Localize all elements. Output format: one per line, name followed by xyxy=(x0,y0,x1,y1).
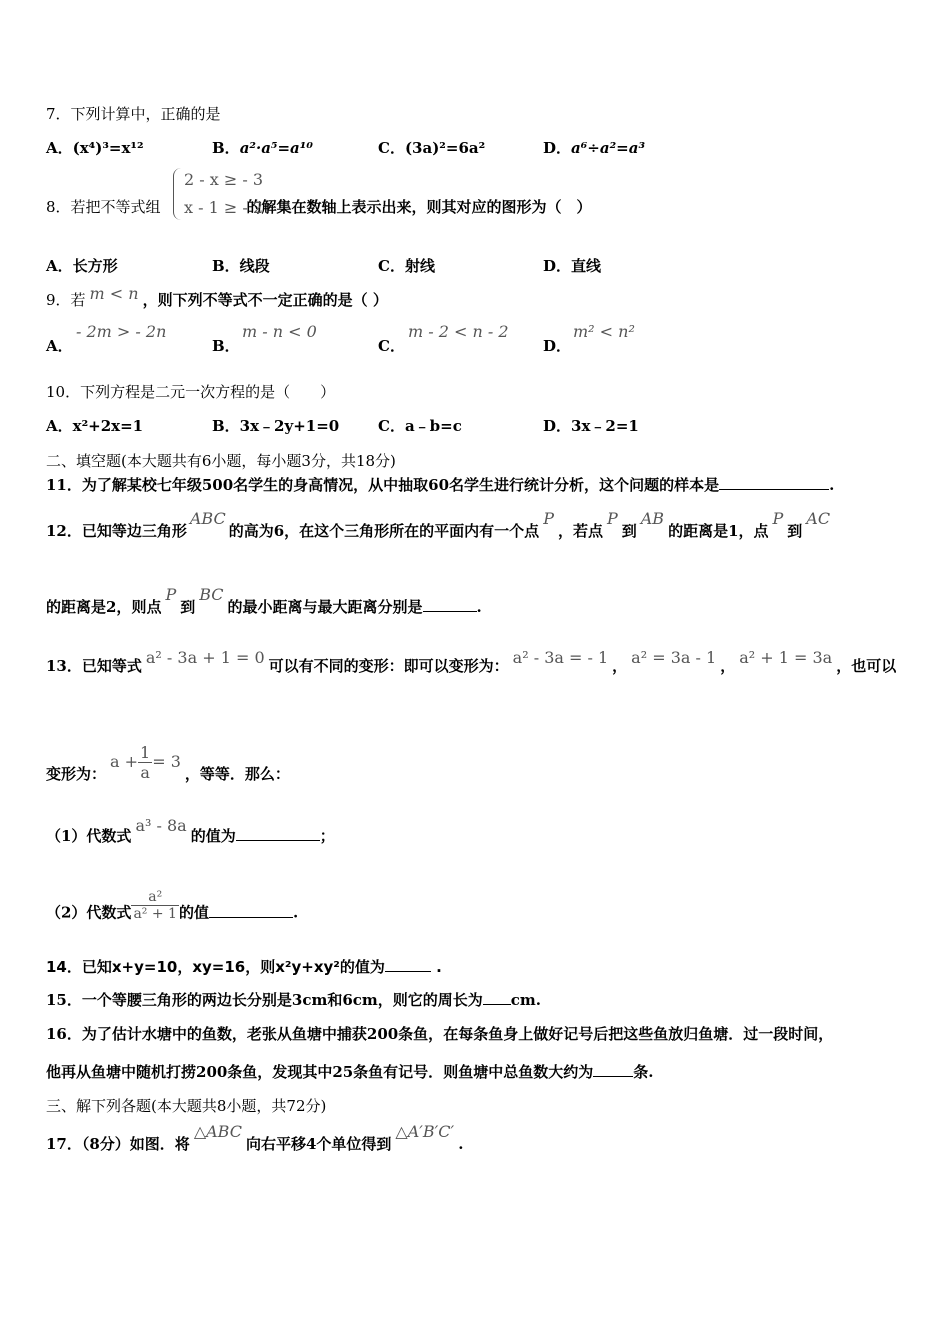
q11-answer-blank[interactable] xyxy=(719,475,829,490)
q13-line2: 变形为：a + $\frac{1}{a}$ = 3，等等．那么： xyxy=(46,743,290,783)
q14-answer-blank[interactable] xyxy=(385,957,431,972)
q9-option-a-expr: - 2m > - 2n xyxy=(76,322,167,341)
q13-1-answer-blank[interactable] xyxy=(236,826,320,841)
q13-sub2: （2）代数式 $\frac{\text{a²}}{\text{a² + 1}}$ 的值 . xyxy=(46,889,299,922)
q15: 15．一个等腰三角形的两边长分别是3cm和6cm，则它的周长为 cm. xyxy=(46,991,541,1009)
q9-option-b-expr: m - n < 0 xyxy=(242,322,317,341)
q13-line1: 13．已知等式 a² - 3a + 1 = 0 可以有不同的变形：即可以变形为： a² - 3a = - 1 ， a² = 3a - 1 ， a² + 1 = 3a ，也可以 xyxy=(46,648,897,675)
q9-option-a[interactable]: A． xyxy=(46,337,73,355)
q8-option-a[interactable]: A．长方形 xyxy=(46,257,118,275)
q11: 11．为了解某校七年级500名学生的身高情况，从中抽取60名学生进行统计分析，这个问题的样本是 . xyxy=(46,476,835,494)
section-3-heading: 三、解下列各题(本大题共8小题，共72分) xyxy=(46,1097,327,1115)
q8-option-d[interactable]: D．直线 xyxy=(543,257,602,275)
q10-option-d[interactable]: D．3x﹣2=1 xyxy=(543,417,639,435)
q9-option-c-expr: m - 2 < n - 2 xyxy=(408,322,509,341)
q8-option-b[interactable]: B．线段 xyxy=(212,257,270,275)
q8-ineq-1: 2 - x ≥ - 3 xyxy=(184,170,264,189)
q9-stem: 9．若 m < n ，则下列不等式不一定正确的是（ ） xyxy=(46,284,388,309)
q16-line1: 16．为了估计水塘中的鱼数，老张从鱼塘中捕获200条鱼，在每条鱼身上做好记号后把这些鱼放归鱼塘．过一段时间， xyxy=(46,1025,834,1043)
q12-line2: 的距离是2，则点P到BC的最小距离与最大距离分别是 . xyxy=(46,585,482,616)
q16-answer-blank[interactable] xyxy=(593,1062,633,1077)
q9-option-d[interactable]: D． xyxy=(543,337,572,355)
q9-option-b[interactable]: B． xyxy=(212,337,240,355)
q10-option-b[interactable]: B．3x﹣2y+1=0 xyxy=(212,417,340,435)
q16-line2: 他再从鱼塘中随机打捞200条鱼，发现其中25条鱼有记号．则鱼塘中总鱼数大约为 条. xyxy=(46,1063,654,1081)
q10-stem: 10．下列方程是二元一次方程的是（ ） xyxy=(46,383,336,401)
section-2-heading: 二、填空题(本大题共有6小题，每小题3分，共18分) xyxy=(46,452,396,470)
q13-sub1: （1）代数式a³ - 8a的值为 ； xyxy=(46,816,335,845)
q10-option-a[interactable]: A．x²+2x=1 xyxy=(46,417,144,435)
q8-stem: 8．若把不等式组 的解集在数轴上表示出来，则其对应的图形为（ ） xyxy=(46,198,592,216)
q7-option-c[interactable]: C．(3a)²=6a² xyxy=(378,139,486,157)
q10-option-c[interactable]: C．a﹣b=c xyxy=(378,417,462,435)
q12-line1: 12．已知等边三角形ABC的高为6，在这个三角形所在的平面内有一个点P，若点P到AB的距离是1，点P到AC xyxy=(46,509,831,540)
q9-option-d-expr: m² < n² xyxy=(573,322,635,341)
q12-answer-blank[interactable] xyxy=(423,597,477,612)
q9-option-c[interactable]: C． xyxy=(378,337,405,355)
q7-option-a[interactable]: A．(x⁴)³=x¹² xyxy=(46,139,144,157)
q14: 14．已知x+y=10，xy=16，则x²y+xy²的值为 . xyxy=(46,958,442,976)
q7-option-d[interactable]: D．a⁶÷a²=a³ xyxy=(543,139,646,157)
q17: 17．（8分）如图．将△ABC向右平移4个单位得到△A′B′C′. xyxy=(46,1122,464,1153)
q7-option-b[interactable]: B．a²·a⁵=a¹⁰ xyxy=(212,139,313,157)
q13-2-answer-blank[interactable] xyxy=(209,903,293,918)
q8-brace xyxy=(173,168,182,220)
q8-ineq-2: x - 1 ≥ - 2 xyxy=(184,198,264,217)
q8-option-c[interactable]: C．射线 xyxy=(378,257,435,275)
q7-stem: 7．下列计算中，正确的是 xyxy=(46,105,221,123)
q15-answer-blank[interactable] xyxy=(483,990,511,1005)
